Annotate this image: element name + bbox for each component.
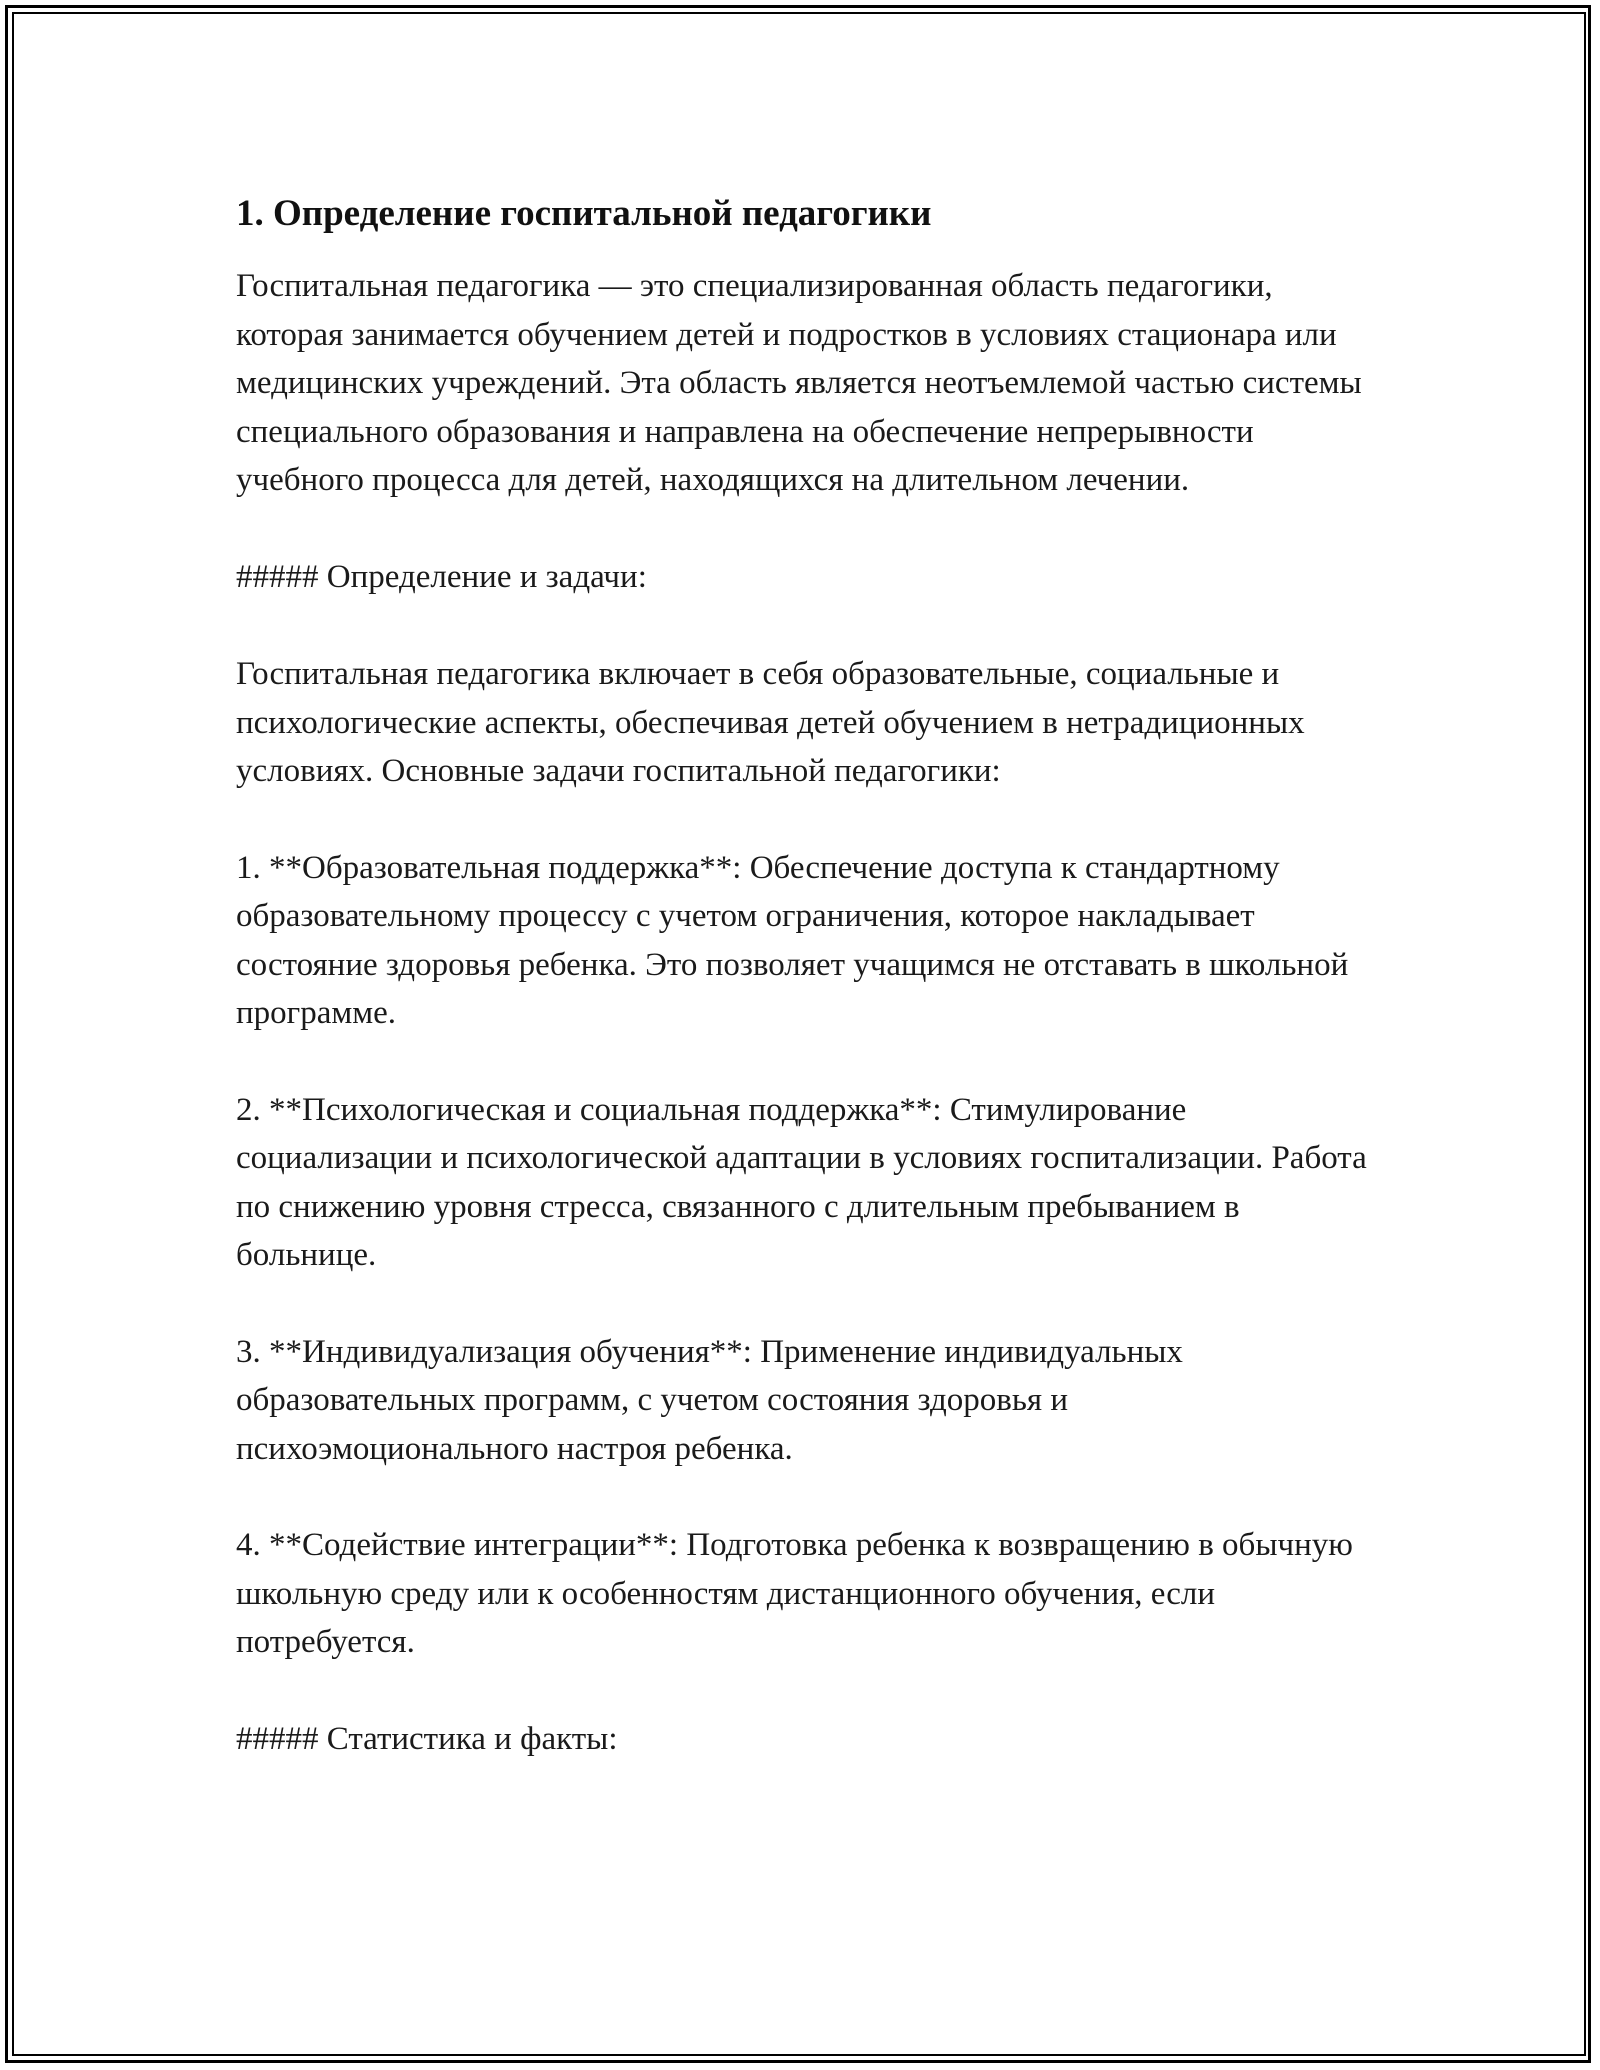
list-item-educational-support: 1. **Образовательная поддержка**: Обеспечение доступа к стандартному образовательному процессу с учетом ограничения, которое накладывает состояние здоровья ребенка. Это позволяет учащимся не отставать в школьной программе. [236, 849, 1349, 1031]
document-title: 1. Определение госпитальной педагогики [236, 193, 932, 234]
list-item-individualization: 3. **Индивидуализация обучения**: Применение индивидуальных образовательных программ, с учетом состояния здоровья и психоэмоционального настроя ребенка. [236, 1333, 1183, 1467]
paragraph-definition: Госпитальная педагогика — это специализированная область педагогики, которая занимается обучением детей и подростков в условиях стационара или медицинских учреждений. Эта область является неотъемлемой частью системы специального образования и направлена на обеспечение непрерывности учебного процесса для детей, находящихся на длительном лечении. [236, 268, 1362, 498]
paragraph-tasks-intro: Госпитальная педагогика включает в себя образовательные, социальные и психологические аспекты, обеспечивая детей обучением в нетрадиционных условиях. Основные задачи госпитальной педагогики: [236, 656, 1305, 789]
section-heading-statistics: ##### Статистика и факты: [236, 1720, 618, 1757]
section-heading-definition-tasks: ##### Определение и задачи: [236, 558, 647, 595]
document-body [236, 186, 1376, 1812]
list-item-psychological-support: 2. **Психологическая и социальная поддержка**: Стимулирование социализации и психологической адаптации в условиях госпитализации. Работа по снижению уровня стресса, связанного с длительным пребыванием в больнице. [236, 1091, 1367, 1273]
list-item-integration: 4. **Содействие интеграции**: Подготовка ребенка к возвращению в обычную школьную среду или к особенностям дистанционного обучения, если потребуется. [236, 1527, 1353, 1660]
